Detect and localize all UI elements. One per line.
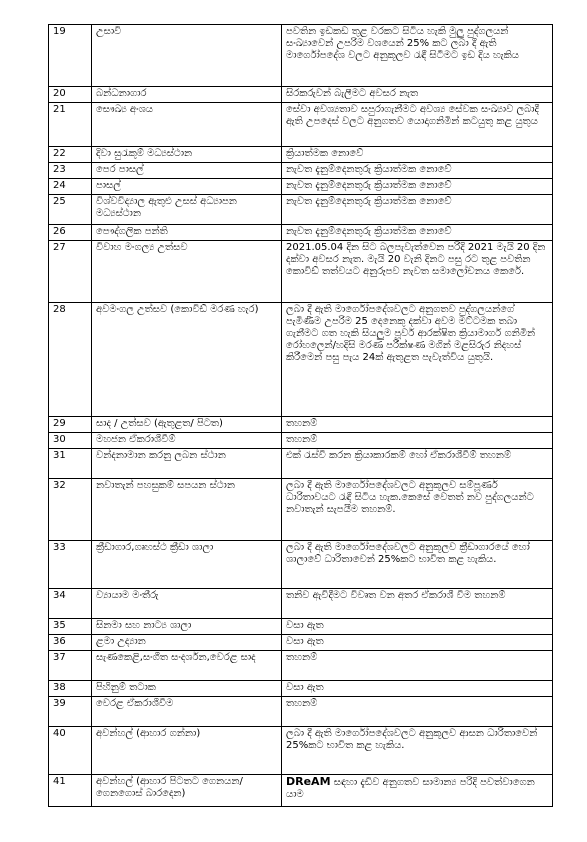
rule-cell: තහනම් — [282, 417, 553, 433]
rule-cell: සිරකරුවන් බැලීමට අවසර නැත — [282, 87, 553, 103]
row-number: 25 — [49, 195, 92, 225]
activity-cell: පෙර පාසල් — [92, 163, 282, 179]
activity-cell: විවාහ මංගල්‍ය උත්සව — [92, 241, 282, 303]
rule-cell: නැවත දැනුම්දෙනතුරු ක්‍රියාත්මක නොවේ — [282, 225, 553, 241]
activity-cell: දිවා සුරැකුම් මධ්‍යස්ථාන — [92, 147, 282, 163]
row-number: 21 — [49, 103, 92, 147]
table-row — [49, 179, 553, 195]
activity-cell: සාද / උත්සව (ඇතුළත/ පිටත) — [92, 417, 282, 433]
document-page — [48, 24, 552, 807]
table-row — [49, 449, 553, 479]
row-number: 22 — [49, 147, 92, 163]
row-number: 33 — [49, 541, 92, 589]
table-row — [49, 25, 553, 87]
rule-cell: ලබා දී ඇති මාර්ගෝපදේශවලට අනුකූලව ක්‍රීඩාගාරයේ හෝ ශාලාවේ ධාරිතාවෙන් 25%කට භාවිත කළ හැකිය. — [282, 541, 553, 589]
table-row — [49, 241, 553, 303]
activity-cell: ක්‍රීඩාගාර,ගෘහස්ථ ක්‍රීඩා ශාලා — [92, 541, 282, 589]
activity-cell: අවන්හල් (ආහාර ගන්නා) — [92, 727, 282, 775]
table-row — [49, 147, 553, 163]
rule-cell: නැවත දැනුම්දෙනතුරු ක්‍රියාත්මක නොවේ — [282, 195, 553, 225]
table-row — [49, 589, 553, 619]
activity-cell: බන්ධනාගාර — [92, 87, 282, 103]
regulations-table — [48, 24, 553, 807]
table-row — [49, 225, 553, 241]
activity-cell: ළමා උද්‍යාන — [92, 635, 282, 651]
row-number: 37 — [49, 651, 92, 681]
row-number: 38 — [49, 681, 92, 697]
row-number: 40 — [49, 727, 92, 775]
rule-cell: එක් රැස්වී කරන ක්‍රියාකාරකම් හෝ ඒකරාශීවීම් තහනම් — [282, 449, 553, 479]
table-row — [49, 195, 553, 225]
table-row — [49, 163, 553, 179]
rule-cell: නැවත දැනුම්දෙනතුරු ක්‍රියාත්මක නොවේ — [282, 163, 553, 179]
table-row — [49, 651, 553, 681]
activity-cell: වෙරළ ඒකරාශීවීම — [92, 697, 282, 727]
row-number: 34 — [49, 589, 92, 619]
table-row — [49, 303, 553, 417]
row-number: 19 — [49, 25, 92, 87]
table-row — [49, 681, 553, 697]
table-row — [49, 479, 553, 541]
dream-label: DReAM — [286, 775, 331, 788]
row-number: 30 — [49, 433, 92, 449]
activity-cell: මහජන ඒකරාශීවීම් — [92, 433, 282, 449]
activity-cell: පාසල් — [92, 179, 282, 195]
activity-cell: සැණකෙළි,සංගීත සංදර්ශන,වෙරළ සාද — [92, 651, 282, 681]
activity-cell: පෞද්ගලික පන්ති — [92, 225, 282, 241]
rule-cell: තහනම් — [282, 651, 553, 681]
row-number: 26 — [49, 225, 92, 241]
table-row — [49, 417, 553, 433]
activity-cell: උසාවි — [92, 25, 282, 87]
row-number: 41 — [49, 775, 92, 807]
row-number: 35 — [49, 619, 92, 635]
rule-cell: තහනම් — [282, 697, 553, 727]
rule-cell — [282, 775, 553, 807]
activity-cell: ව්‍යායාම මංතීරු — [92, 589, 282, 619]
rule-cell: ක්‍රියාත්මක නොවේ — [282, 147, 553, 163]
activity-cell: විශ්වවිද්‍යාල ඇතුළු උසස් අධ්‍යාපන මධ්‍යස්ථාන — [92, 195, 282, 225]
activity-cell: පිහිනුම් තටාක — [92, 681, 282, 697]
rule-cell: වසා ඇත — [282, 681, 553, 697]
activity-cell: සෞඛ්‍ය අංශය — [92, 103, 282, 147]
rule-cell: සේවා අවශ්‍යතාව සපුරාගැනීමට අවශ්‍ය සේවක සංඛ්‍යාව ලබාදී ඇති උපදෙස් වලට අනුගතව යොදාගනිමින් කටයුතු කළ යුතුය — [282, 103, 553, 147]
row-number: 28 — [49, 303, 92, 417]
rule-cell: වසා ඇත — [282, 619, 553, 635]
rule-cell: වසා ඇත — [282, 635, 553, 651]
table-row — [49, 727, 553, 775]
activity-cell: නවාතැන් පහසුකම් සපයන ස්ථාන — [92, 479, 282, 541]
table-row — [49, 635, 553, 651]
activity-cell: අවන්හල් (ආහාර පිටතට ගෙනයන/ගෙනගොස් බාරදෙන) — [92, 775, 282, 807]
activity-cell: වන්දනාමාන කරනු ලබන ස්ථාන — [92, 449, 282, 479]
row-number: 31 — [49, 449, 92, 479]
row-number: 39 — [49, 697, 92, 727]
row-number: 23 — [49, 163, 92, 179]
activity-cell: සිනමා සහ නාට්‍ය ශාලා — [92, 619, 282, 635]
row-number: 32 — [49, 479, 92, 541]
rule-cell: නැවත දැනුම්දෙනතුරු ක්‍රියාත්මක නොවේ — [282, 179, 553, 195]
rule-cell: 2021.05.04 දින සිට බලපැවැත්වෙන පරිදි 2021 මැයි 20 දින දක්වා අවසර නැත. මැයි 20 වැනි දිනට පසු රට තුළ පවතින කොවිඩ් තත්වයට අනුරූපව නැවත සමාලෝචනය කෙරේ. — [282, 241, 553, 303]
activity-cell: අවමංගල උත්සව (කොවිඩ් මරණ හැර) — [92, 303, 282, 417]
rule-cell: ලබා දී ඇති මාර්ගෝපදේශවලට අනුගතව පුද්ගලයන්ගේ පැමිණීම උපරිම 25 දෙනෙකු දක්වා අවම මට්ටමක තබා ගැනීමට ගත හැකි සියලුම පූර්ව ආරක්ෂිත ක්‍රියාමාර්ග ගනිමින් රෝහලෙන්/හදිසි මරණ පරීක්ෂණ මගින් මළසිරුර නිදහස් කිරීමෙන් පසු පැය 24ක් ඇතුළත පැවැත්විය යුතුයි. — [282, 303, 553, 417]
table-row — [49, 697, 553, 727]
table-row — [49, 541, 553, 589]
row-number: 20 — [49, 87, 92, 103]
table-row — [49, 619, 553, 635]
rule-cell: ලබා දී ඇති මාර්ගෝපදේශවලට අනුකූලව ආසන ධාරිතාවෙන් 25%කට භාවිත කළ හැකිය. — [282, 727, 553, 775]
table-row — [49, 103, 553, 147]
table-row — [49, 87, 553, 103]
row-number: 29 — [49, 417, 92, 433]
rule-cell: තහනම් — [282, 433, 553, 449]
row-number: 36 — [49, 635, 92, 651]
table-row — [49, 433, 553, 449]
rule-cell: ලබා දී ඇති මාර්ගෝපදේශවලට අනුකූලව සම්පූර්ණ ධාරිතාවයට රැඳී සිටිය හැක.කෙසේ වෙතත් නව පුද්ගලයන්ට නවාතැන් සැපයීම තහනම්. — [282, 479, 553, 541]
table-row — [49, 775, 553, 807]
regulations-table-body — [49, 25, 553, 807]
rule-text: සඳහා දැඩිව අනුගතව සාමාන්‍ය පරිදි පවත්වාගෙන යාම — [286, 777, 535, 800]
rule-cell: පවතින ඉඩකඩ තුළ වරකට සිටිය හැකි මුලු පුද්ගලයන් සංඛ්‍යාවෙන් උපරිම වශයෙන් 25% කට ලබා දී ඇති මාර්ගෝපදේශ වලට අනුකූලව රැඳී සිටීමට ඉඩ දිය හැකිය — [282, 25, 553, 87]
row-number: 24 — [49, 179, 92, 195]
row-number: 27 — [49, 241, 92, 303]
rule-cell: තනිව ඇවිදීමට විවෘත වන අතර ඒකරාශී වීම තහනම් — [282, 589, 553, 619]
